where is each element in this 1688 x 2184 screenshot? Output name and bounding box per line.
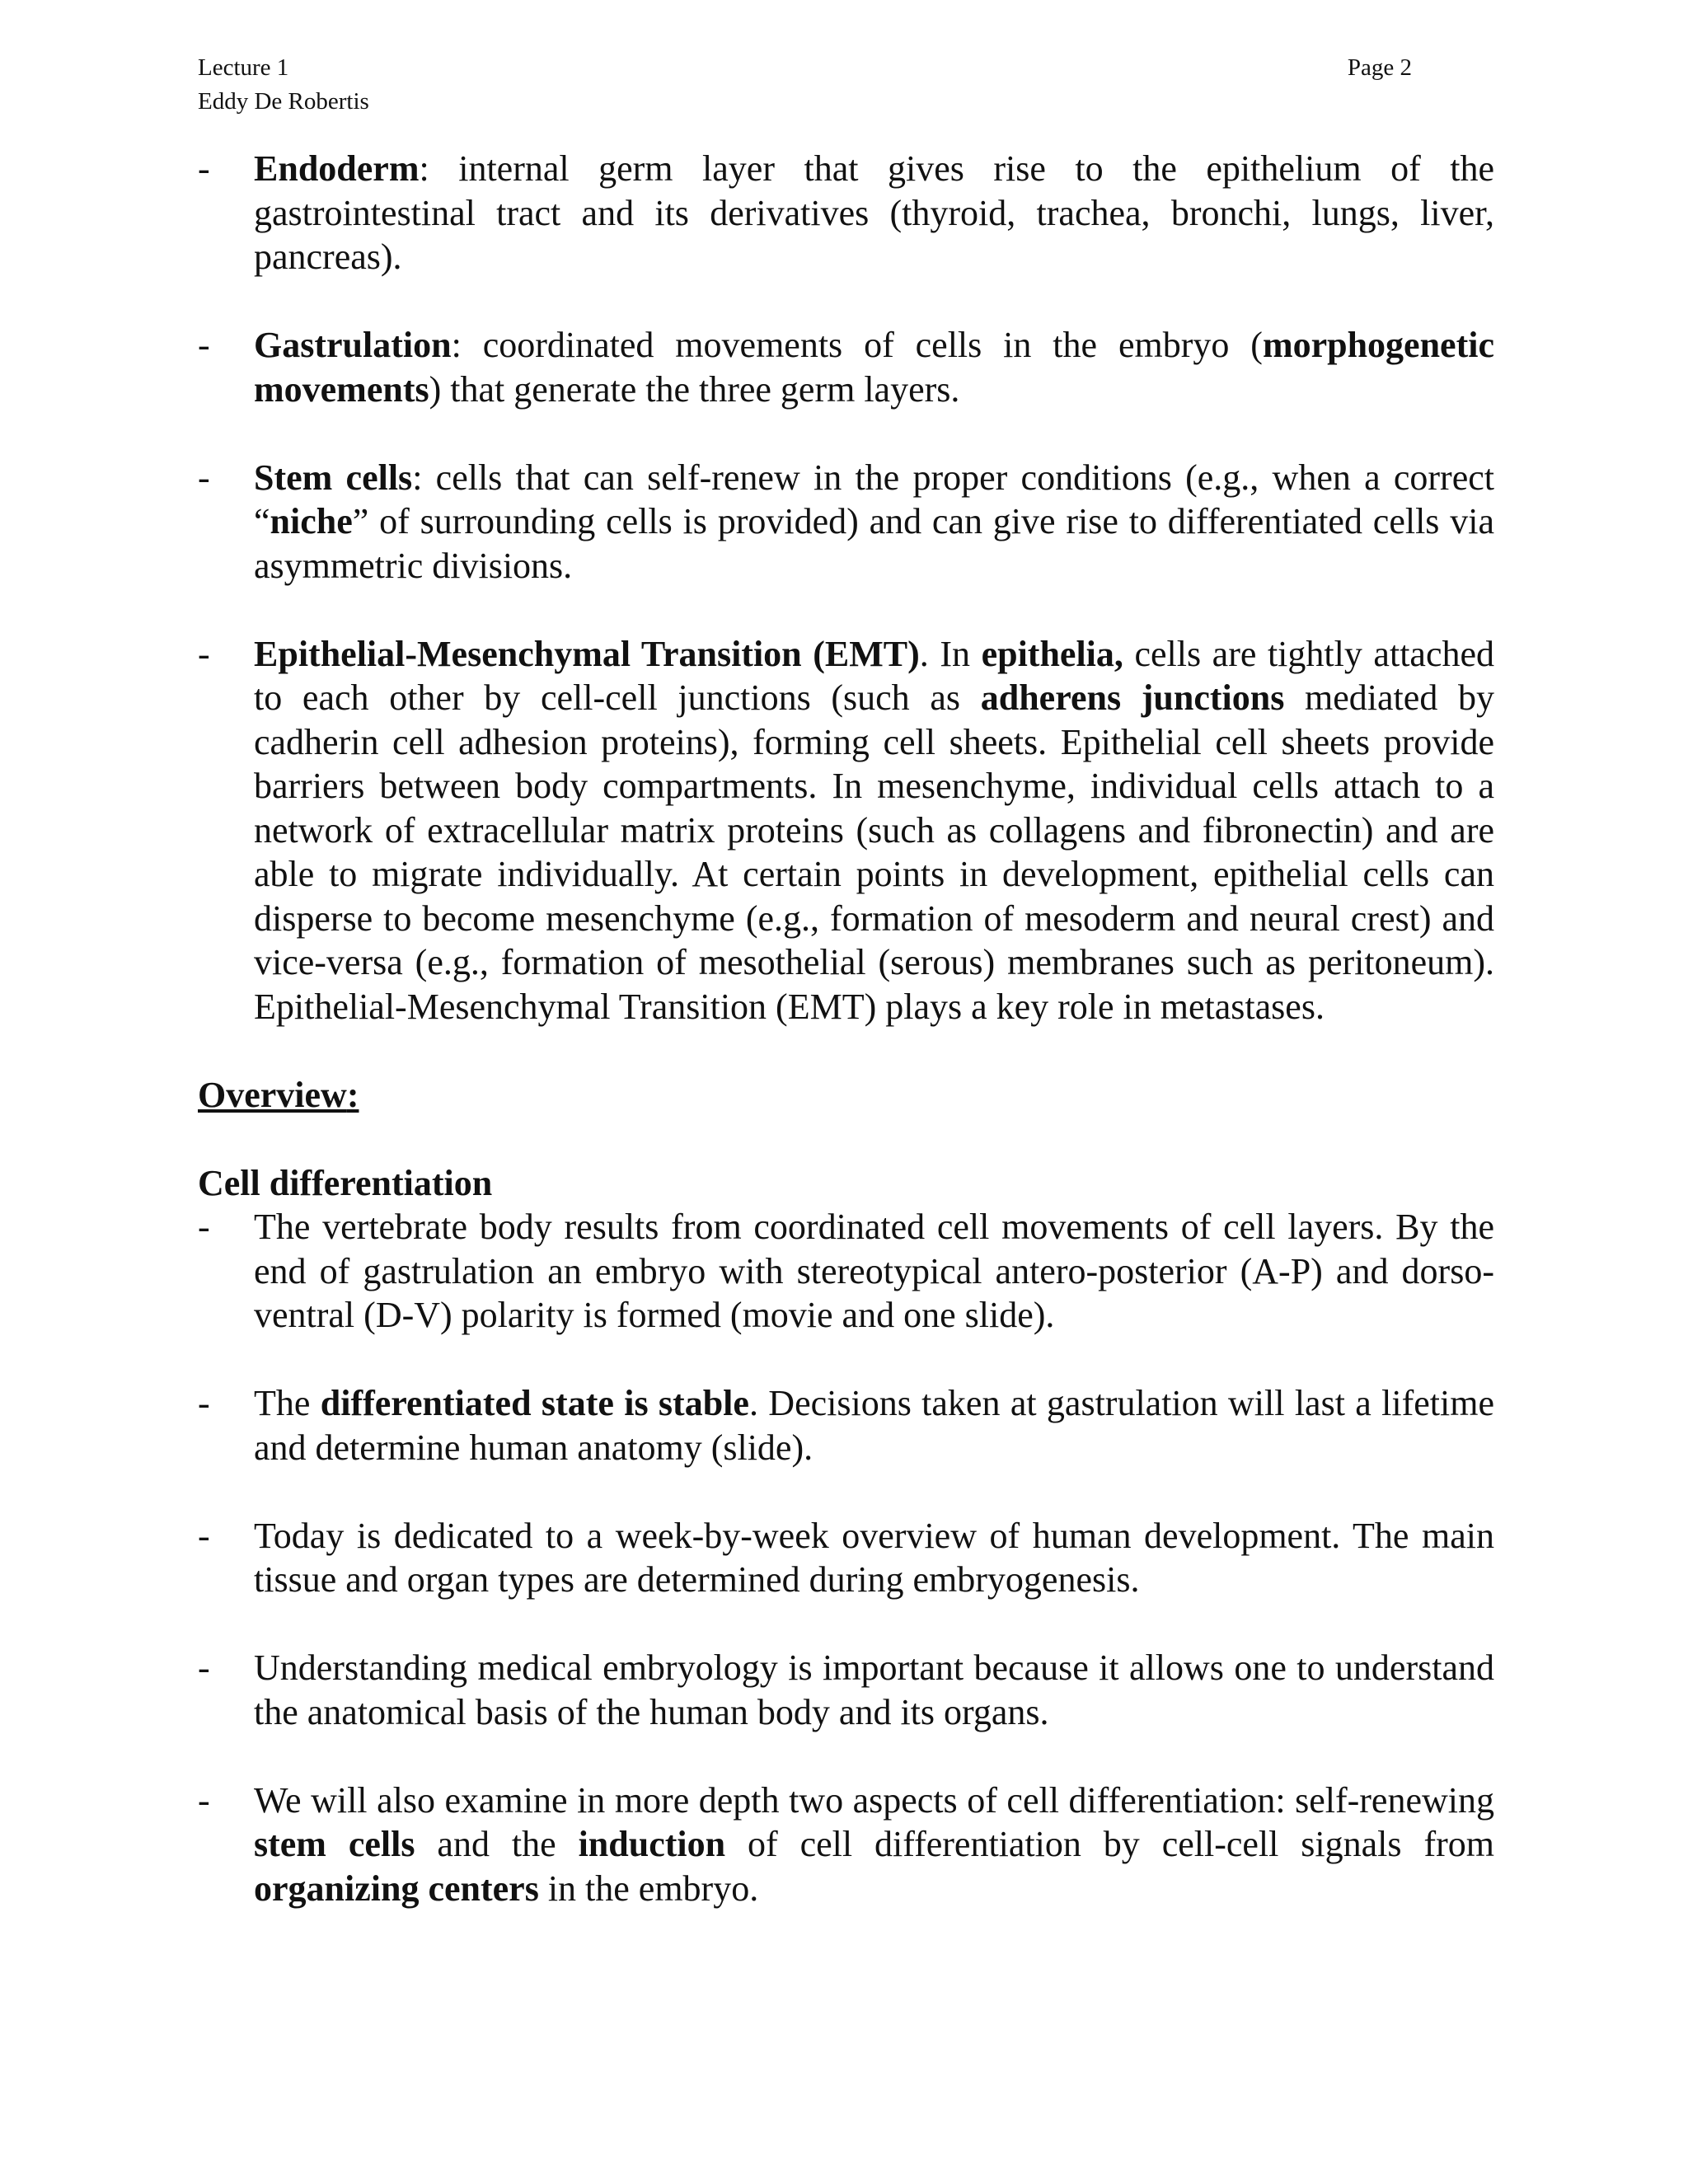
author-name: Eddy De Robertis [198, 88, 369, 115]
list-item [198, 1779, 1494, 1911]
definition-term: Gastrulation [254, 325, 452, 365]
lecture-label: Lecture 1 [198, 54, 289, 81]
definition-text: Endoderm: internal germ layer that gives rise to the epithelium of the gastrointestinal tract and its derivatives (thyroid, trachea, bronchi, lungs, liver, pancreas). [254, 148, 1494, 277]
list-item [198, 1205, 1494, 1338]
bullet-dash: - [198, 1647, 210, 1688]
list-item-text: The vertebrate body results from coordinated cell movements of cell layers. By the end of gastrulation an embryo with stereotypical antero-posterior (A-P) and dorso-ventral (D-V) polarity is formed (movie and one slide). [254, 1207, 1494, 1335]
section-title-cell-differentiation: Cell differentiation [198, 1162, 493, 1203]
bullet-dash: - [198, 1515, 210, 1556]
bullet-dash: - [198, 633, 210, 674]
bullet-dash: - [198, 148, 210, 189]
definition-term: Endoderm [254, 148, 420, 189]
list-item [198, 1646, 1494, 1734]
bullet-dash: - [198, 1207, 210, 1247]
page-number: Page 2 [1347, 54, 1412, 81]
definition-term: Epithelial-Mesenchymal Transition (EMT) [254, 633, 920, 674]
list-item-text: Today is dedicated to a week-by-week overview of human development. The main tissue and organ types are determined during embryogenesis. [254, 1515, 1494, 1600]
bullet-dash: - [198, 325, 210, 365]
definition-endoderm [198, 147, 1494, 279]
list-item-text: Understanding medical embryology is important because it allows one to understand the anatomical basis of the human body and its organs. [254, 1647, 1494, 1732]
definition-stem-cells [198, 456, 1494, 588]
definition-term: Stem cells [254, 457, 413, 498]
list-item [198, 1381, 1494, 1469]
definition-text: Gastrulation: coordinated movements of cells in the embryo (morphogenetic movements) that generate the three germ layers. [254, 325, 1494, 410]
bullet-dash: - [198, 1383, 210, 1423]
definition-gastrulation [198, 323, 1494, 411]
document-body [198, 147, 1494, 1955]
definition-text: Epithelial-Mesenchymal Transition (EMT). In epithelia, cells are tightly attached to each other by cell-cell junctions (such as adherens junctions mediated by cadherin cell adhesion proteins), forming cell sheets. Epithelial cell sheets provide barriers between body compartments. In mesenchyme, individual cells attach to a network of extracellular matrix proteins (such as collagens and fibronectin) and are able to migrate individually. At certain points in development, epithelial cells can disperse to become mesenchyme (e.g., formation of mesoderm and neural crest) and vice-versa (e.g., formation of mesothelial (serous) membranes such as peritoneum). Epithelial-Mesenchymal Transition (EMT) plays a key role in metastases. [254, 633, 1495, 1027]
list-item-text: The differentiated state is stable. Decisions taken at gastrulation will last a lifetime and determine human anatomy (slide). [254, 1383, 1494, 1468]
overview-heading: Overview: [198, 1074, 359, 1115]
definition-emt [198, 632, 1494, 1029]
list-item [198, 1514, 1494, 1602]
cell-differentiation-list [198, 1205, 1494, 1910]
definition-text: Stem cells: cells that can self-renew in the proper conditions (e.g., when a correct “niche” of surrounding cells is provided) and can give rise to differentiated cells via asymmetric divisions. [254, 457, 1494, 586]
bullet-dash: - [198, 457, 210, 498]
bullet-dash: - [198, 1779, 210, 1821]
list-item-text: We will also examine in more depth two aspects of cell differentiation: self-renewing stem cells and the induction of cell differentiation by cell-cell signals from organizing centers in the embryo. [254, 1779, 1494, 1909]
